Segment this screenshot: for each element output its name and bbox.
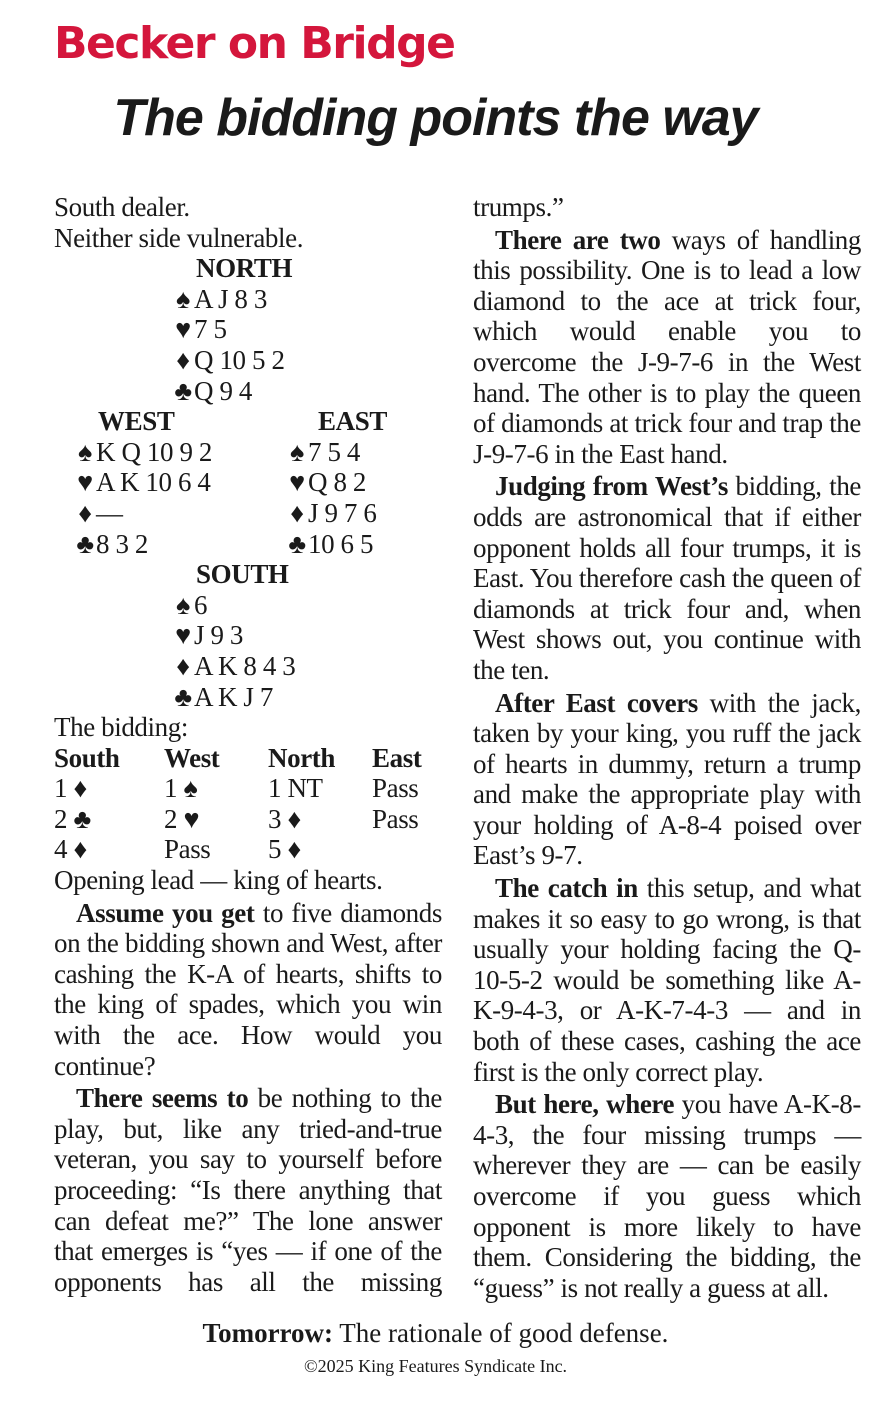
bidding-row [54,773,442,804]
bidding-header: West [164,742,220,773]
bidding-header: South [54,742,120,773]
west-east-clubs [54,529,442,560]
bidding-row [54,804,442,835]
west-label: WEST [98,406,175,437]
west-spades: ♠ K Q 10 9 2 [74,437,212,468]
bid-cell: 2 ♥ [164,803,200,834]
article-paragraph: There seems to be nothing to the play, but, like any tried-and-true veteran, you say to yourself before proceeding: “Is there anything that can defeat me?” The lone answer that emerges is “yes — if one of the opponents has all the missing [54,1083,442,1297]
bid-cell: Pass [372,803,419,834]
vulnerability-line: Neither side vulnerable. [54,222,304,253]
south-hand-label-row [54,559,442,590]
east-diamonds: ♦ J 9 7 6 [286,498,376,529]
article-paragraph-continued: trumps.” [473,192,564,222]
tomorrow-teaser [0,1318,871,1349]
heart-icon: ♥ [77,467,93,498]
opening-lead: Opening lead — king of hearts. [54,865,383,896]
column-brand: Becker on Bridge [54,18,455,69]
dealer-line: South dealer. [54,192,190,222]
east-hearts: ♥ Q 8 2 [286,467,366,498]
spade-icon: ♠ [176,589,190,620]
bid-cell: Pass [164,834,211,865]
west-east-hearts [54,467,442,498]
east-label: EAST [318,406,387,437]
bid-cell: 1 ♠ [164,773,198,804]
bid-cell: 1 NT [268,773,323,804]
right-column [473,192,861,1303]
heart-icon: ♥ [175,314,191,345]
bid-cell: 3 ♦ [268,803,301,834]
spade-icon: ♠ [78,436,92,467]
spade-icon: ♠ [290,436,304,467]
north-label: NORTH [196,253,293,284]
article-paragraph: Assume you get to five diamonds on the bidding shown and West, after cashing the K-A of hearts, shifts to the king of spades, which you win with the ace. How would you continue? [54,897,442,1081]
west-hearts: ♥ A K 10 6 4 [74,467,211,498]
east-spades: ♠ 7 5 4 [286,437,360,468]
west-clubs: ♣8 3 2 [74,529,148,560]
bidding-row [54,834,442,865]
bidding-header: North [268,742,335,773]
east-clubs: ♣10 6 5 [286,529,373,560]
article-paragraph: But here, where you have A-K-8-4-3, the four missing trumps — wherever they are — can be easily overcome if you guess which opponent is more likely to have them. Considering the bidding, the “guess” is not really a guess at all. [473,1089,861,1303]
bidding-title: The bidding: [54,712,188,743]
club-icon: ♣ [174,681,192,712]
north-diamonds: ♦ Q 10 5 2 [54,345,442,376]
tomorrow-text: The rationale of good defense. [333,1318,669,1348]
article-paragraph: There are two ways of handling this possibility. One is to lead a low diamond to the ace at trick four, which would enable you to overcome the J-9-7-6 in the West hand. The other is to play the queen of diamonds at trick four and trap the J-9-7-6 in the East hand. [473,224,861,469]
article-paragraph: The catch in this setup, and what makes it so easy to go wrong, is that usually your holding facing the Q-10-5-2 would be something like A-K-9-4-3, or A-K-7-4-3 — and in both of these cases, cashing the ace first is the only correct play. [473,873,861,1087]
bid-cell: 2 ♣ [54,803,91,834]
south-spades: ♠ 6 [54,590,442,621]
south-diamonds: ♦ A K 8 4 3 [54,651,442,682]
bid-cell: 5 ♦ [268,834,301,865]
headline: The bidding points the way [113,89,758,147]
diamond-icon: ♦ [78,497,92,528]
west-diamonds: ♦ — [74,498,123,529]
club-icon: ♣ [288,528,306,559]
south-clubs: ♣A K J 7 [54,682,442,713]
bidding-header-row [54,743,442,774]
article-paragraph: Judging from West’s bidding, the odds are astronomical that if either opponent holds all four trumps, it is East. You therefore cash the queen of diamonds at trick four and, when West shows out, you continue with the ten. [473,471,861,685]
club-icon: ♣ [174,375,192,406]
bidding-header: East [372,742,422,773]
west-east-label-row [54,406,442,437]
north-clubs: ♣Q 9 4 [54,376,442,407]
spade-icon: ♠ [176,283,190,314]
north-hand-label-row [54,253,442,284]
heart-icon: ♥ [175,620,191,651]
left-column [54,192,442,1297]
copyright: ©2025 King Features Syndicate Inc. [303,1356,568,1376]
west-east-diamonds [54,498,442,529]
article-paragraph: After East covers with the jack, taken by your king, you ruff the jack of hearts in dummy, return a trump and make the appropriate play with your holding of A-8-4 poised over East’s 9-7. [473,687,861,871]
bid-cell: 4 ♦ [54,834,87,865]
west-east-spades [54,437,442,468]
south-hearts: ♥ J 9 3 [54,620,442,651]
bid-cell: 1 ♦ [54,773,87,804]
north-hearts: ♥ 7 5 [54,314,442,345]
bid-cell: Pass [372,773,419,804]
tomorrow-label: Tomorrow: [202,1318,334,1348]
diamond-icon: ♦ [290,497,304,528]
heart-icon: ♥ [289,467,305,498]
north-spades: ♠ A J 8 3 [54,284,442,315]
diamond-icon: ♦ [176,650,190,681]
club-icon: ♣ [76,528,94,559]
diamond-icon: ♦ [176,344,190,375]
south-label: SOUTH [196,559,289,590]
